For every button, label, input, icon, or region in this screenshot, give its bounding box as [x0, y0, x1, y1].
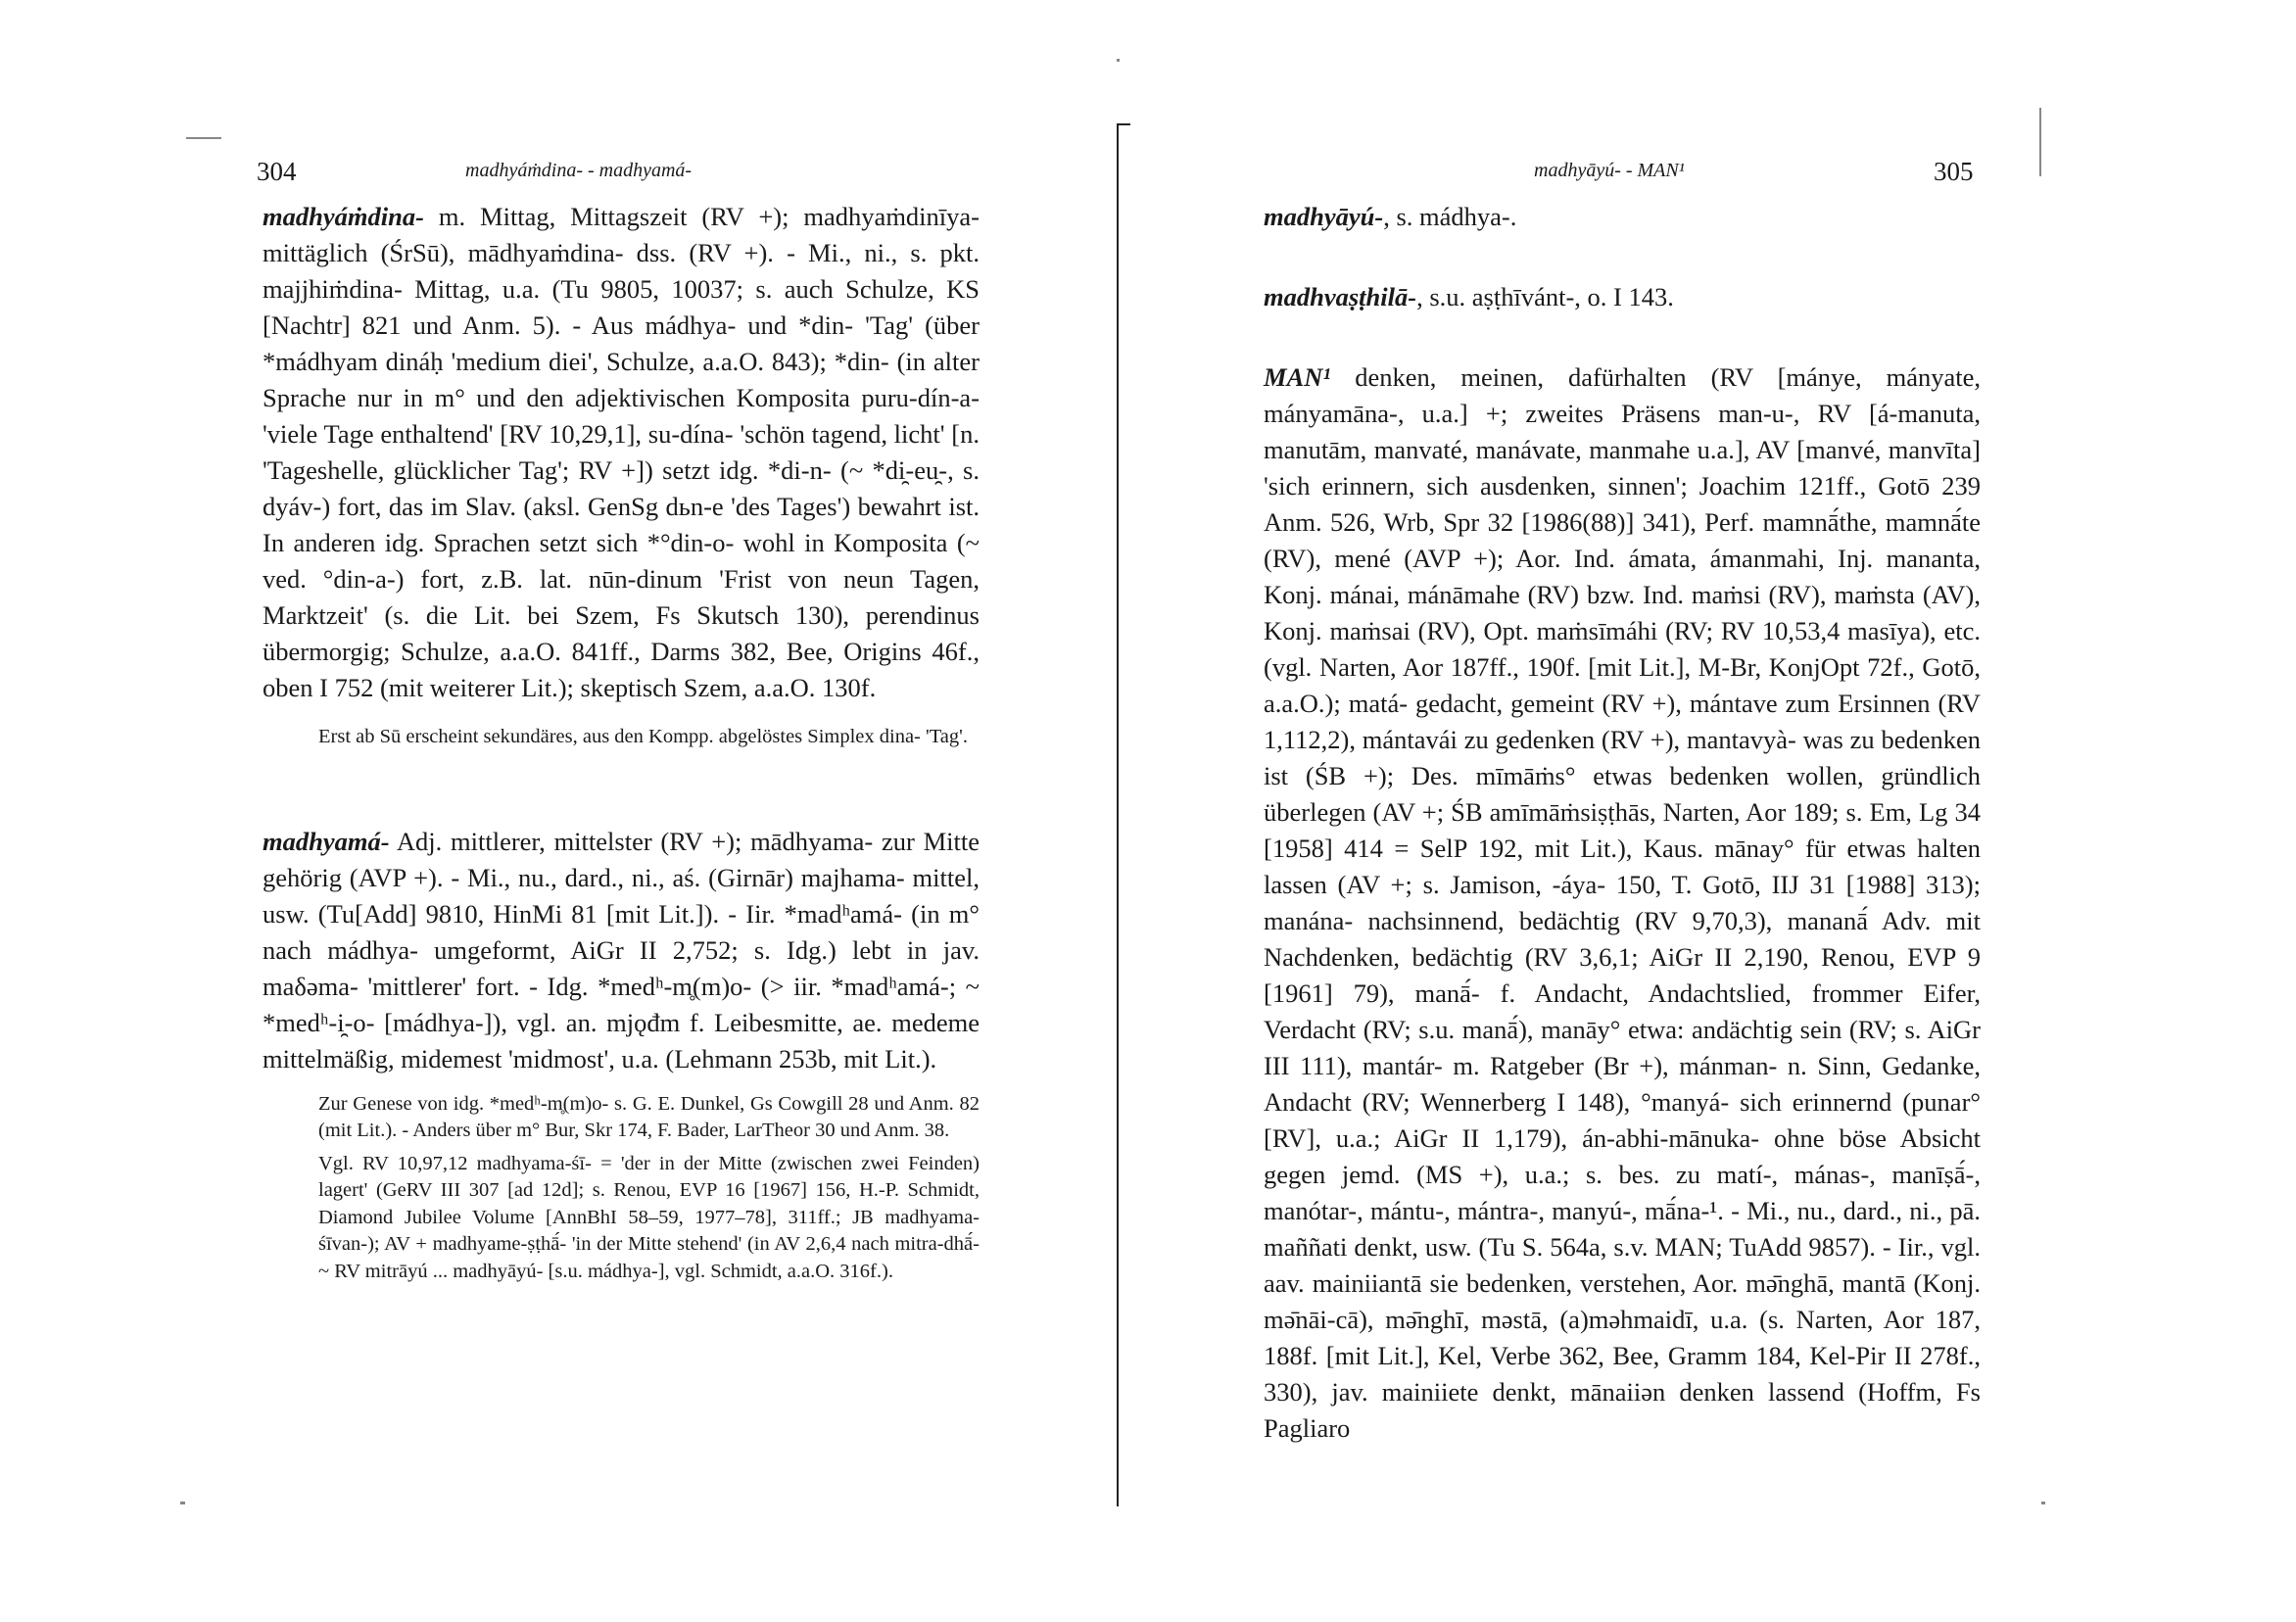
entry-note: Zur Genese von idg. *medʰ-m̥(m)o- s. G. E. Dunkel, Gs Cowgill 28 und Anm. 82 (mit Lit.). - Anders über m° Bur, Skr 174, F. Bader, LarTheor 30 und Anm. 38. [318, 1092, 980, 1141]
entry-text: , s. mádhya-. [1383, 202, 1517, 231]
entry-headword: madhyamá- [263, 826, 390, 856]
running-head-right: madhyāyú- - MAN¹ [1534, 160, 1685, 181]
running-head-left: madhyáṁdina- - madhyamá- [465, 160, 693, 181]
entry-madhyamdina [263, 199, 980, 706]
entry-note: Vgl. RV 10,97,12 madhyama-śī- = 'der in der Mitte (zwischen zwei Feinden) lagert' (GeRV III 307 [ad 12d]; s. Renou, EVP 16 [1967] 156, H.-P. Schmidt, Diamond Jubilee Volume [AnnBhI 58–59, 1977–78], 311ff.; JB madhyama-śīvan-); AV + madhyame-ṣṭhā́- 'in der Mitte stehend' (in AV 2,6,4 nach mitra-dhā́- ~ RV mitrāyú ... madhyāyú- [s.u. mádhya-], vgl. Schmidt, a.a.O. 316f.). [318, 1152, 980, 1282]
left-page [0, 0, 1126, 1622]
entry-madhyama [263, 824, 980, 1077]
entry-headword: madhyāyú- [1264, 202, 1384, 231]
entry-text: m. Mittag, Mittagszeit (RV +); madhyaṁdinīya- mittäglich (ŚrSū), mādhyaṁdina- dss. (RV +). - Mi., ni., s. pkt. majjhiṁdina- Mittag, u.a. (Tu 9805, 10037; s. auch Schulze, KS [Nachtr] 821 und Anm. 5). - Aus mádhya- und *din- 'Tag' (über *mádhyam dináḥ 'medium diei', Schulze, a.a.O. 843); *din- (in alter Sprache nur in m° und den adjektivischen Komposita puru-dín-a- 'viele Tage enthaltend' [RV 10,29,1], su-dína- 'schön tagend, licht' [n. 'Tageshelle, glücklicher Tag'; RV +]) setzt idg. *di-n- (~ *di̯-eu̯-, s. dyáv-) fort, das im Slav. (aksl. GenSg dьn-e 'des Tages') bewahrt ist. In anderen idg. Sprachen setzt sich *°din-o- wohl in Komposita (~ ved. °din-a-) fort, z.B. lat. nūn-dinum 'Frist von neun Tagen, Marktzeit' (s. die Lit. bei Szem, Fs Skutsch 130), perendinus übermorgig; Schulze, a.a.O. 841ff., Darms 382, Bee, Origins 46f., oben I 752 (mit weiterer Lit.); skeptisch Szem, a.a.O. 130f. [263, 202, 980, 702]
right-column [1264, 199, 1981, 1447]
entry-text: Adj. mittlerer, mittelster (RV +); mādhyama- zur Mitte gehörig (AVP +). - Mi., nu., dard., ni., aś. (Girnār) majhama- mittel, usw. (Tu[Add] 9810, HinMi 81 [mit Lit.]). - Iir. *madʰamá- (in m° nach mádhya- umgeformt, AiGr II 2,752; s. Idg.) lebt in jav. maδəma- 'mittlerer' fort. - Idg. *medʰ-m̥(m)o- (> iir. *madʰamá-; ~ *medʰ-i̯-o- [mádhya-]), vgl. an. mjǫđm f. Leibesmitte, ae. medeme mittelmäßig, midemest 'midmost', u.a. (Lehmann 253b, mit Lit.). [263, 826, 980, 1073]
entry-text: , s.u. aṣṭhīvánt-, o. I 143. [1416, 282, 1674, 311]
entry-madhvasthila [1264, 279, 1981, 315]
right-page [1126, 0, 2296, 1622]
left-column [263, 199, 980, 1285]
entry-madhyayu [1264, 199, 1981, 235]
entry-headword: madhyáṁdina- [263, 202, 424, 231]
entry-headword: MAN¹ [1264, 362, 1331, 392]
entry-man [1264, 359, 1981, 1447]
entry-note: Erst ab Sū erscheint sekundäres, aus den Kompp. abgelöstes Simplex dina- 'Tag'. [318, 726, 968, 747]
entry-headword: madhvaṣṭhilā- [1264, 282, 1417, 311]
page-number-right: 305 [1934, 157, 1974, 186]
entry-text: denken, meinen, dafürhalten (RV [mánye, mányate, mányamāna-, u.a.] +; zweites Präsens man-u-, RV [á-manuta, manutām, manvaté, manávate, manmahe u.a.], AV [manvé, manvīta] 'sich erinnern, sich ausdenken, sinnen'; Joachim 121ff., Gotō 239 Anm. 526, Wrb, Spr 32 [1986(88)] 341), Perf. mamnā́the, mamnā́te (RV), mené (AVP +); Aor. Ind. ámata, ámanmahi, Inj. mananta, Konj. mánai, mánāmahe (RV) bzw. Ind. maṁsi (RV), maṁsta (AV), Konj. maṁsai (RV), Opt. maṁsīmáhi (RV; RV 10,53,4 masīya), etc. (vgl. Narten, Aor 187ff., 190f. [mit Lit.], M-Br, KonjOpt 72f., Gotō, a.a.O.); matá- gedacht, gemeint (RV +), mántave zum Ersinnen (RV 1,112,2), mántavái zu gedenken (RV +), mantavyà- was zu bedenken ist (ŚB +); Des. mīmāṁs° etwas bedenken wollen, gründlich überlegen (AV +; ŚB amīmāṁsiṣṭhās, Narten, Aor 189; s. Em, Lg 34 [1958] 414 = SelP 192, mit Lit.), Kaus. mānay° für etwas halten lassen (AV +; s. Jamison, -áya- 150, T. Gotō, IIJ 31 [1988] 313); manána- nachsinnend, bedächtig (RV 9,70,3), mananā́ Adv. mit Nachdenken, bedächtig (RV 3,6,1; AiGr II 2,190, Renou, EVP 9 [1961] 79), manā́- f. Andacht, Andachtslied, frommer Eifer, Verdacht (RV; s.u. manā́), manāy° etwa: andächtig sein (RV; s. AiGr III 111), mantár- m. Ratgeber (Br +), mánman- n. Sinn, Gedanke, Andacht (RV; Wennerberg I 148), °manyá- sich erinnernd (punar° [RV], u.a.; AiGr II 1,179), án-abhi-mānuka- ohne böse Absicht gegen jemd. (MS +), u.a.; s. bes. zu matí-, mánas-, manīṣā́-, manótar-, mántu-, mántra-, manyú-, mā́na-¹. - Mi., nu., dard., ni., pā. maññati denkt, usw. (Tu S. 564a, s.v. MAN; TuAdd 9857). - Iir., vgl. aav. mainiiantā sie bedenken, verstehen, Aor. mə̄nghā, mantā (Konj. mə̄nāi-cā), mə̄nghī, məstā, (a)məhmaidī, u.a. (s. Narten, Aor 187, 188f. [mit Lit.], Kel, Verbe 362, Bee, Gramm 184, Kel-Pir II 278f., 330), jav. mainiiete denkt, mānaiiən denken lassend (Hoffm, Fs Pagliaro [1264, 362, 1981, 1443]
page-number-left: 304 [257, 157, 297, 186]
